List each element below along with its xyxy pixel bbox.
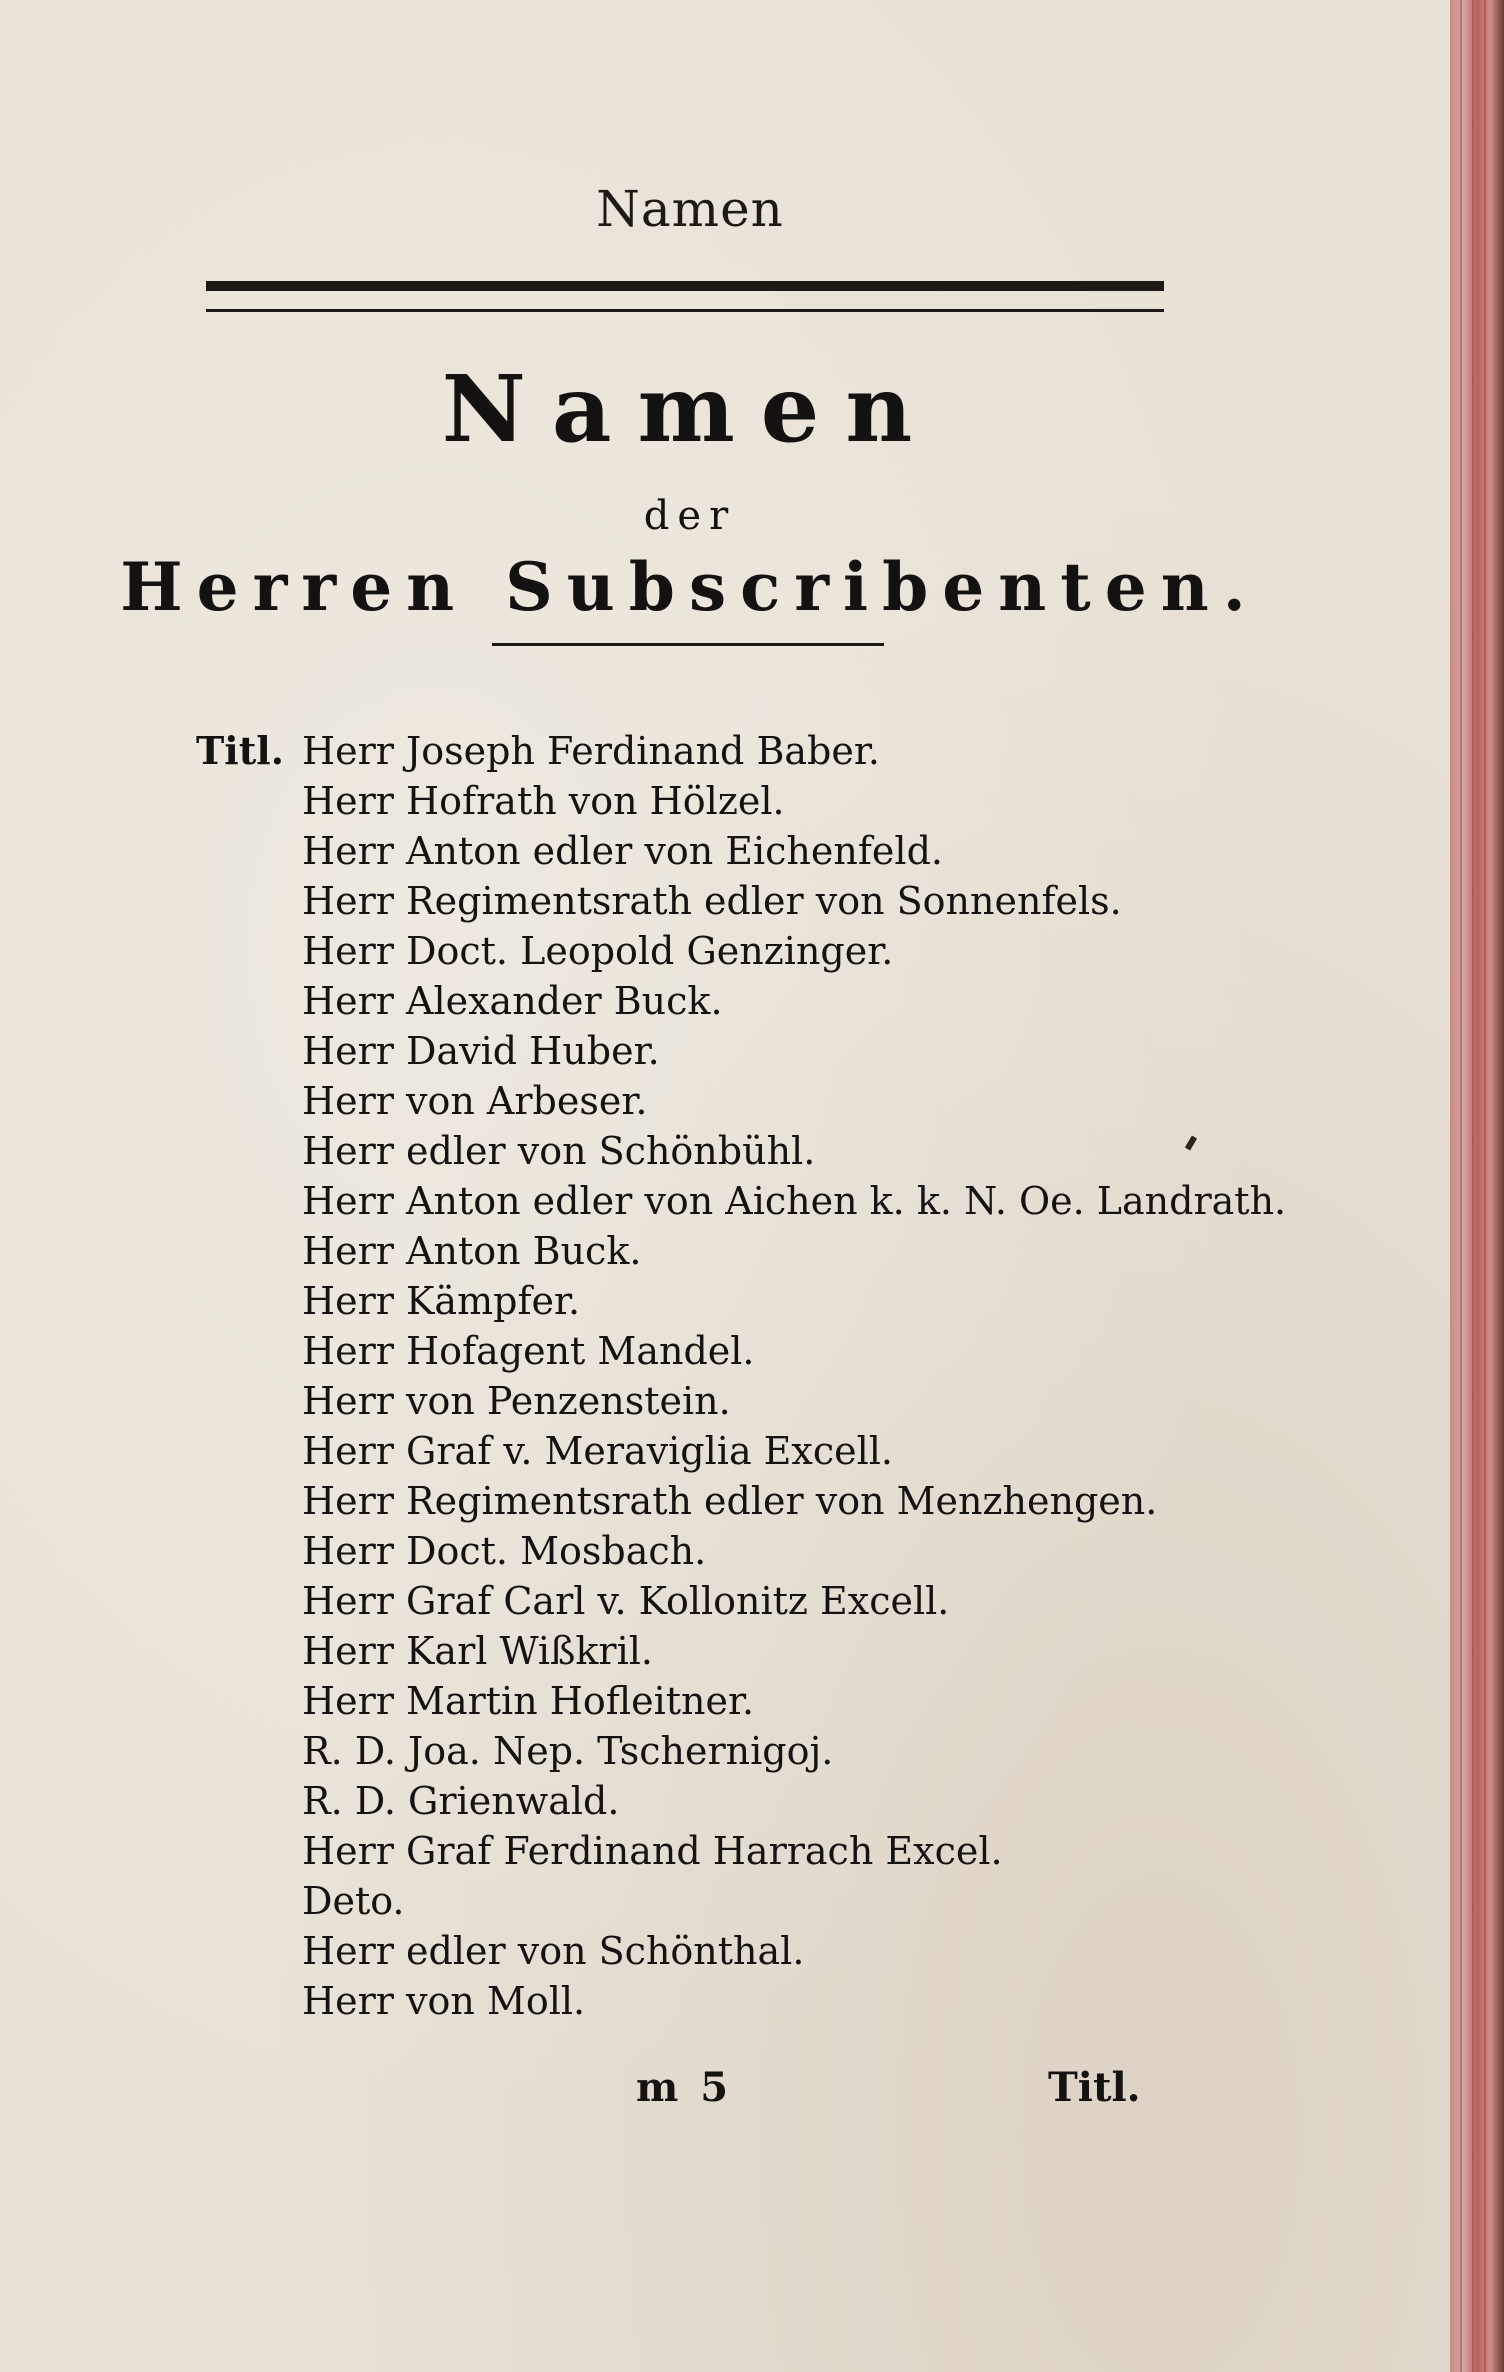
list-item: [196, 1726, 1246, 1776]
entry-label: Titl.: [196, 728, 284, 773]
list-item: [196, 776, 1246, 826]
subscriber-name: Herr Graf Ferdinand Harrach Excel.: [302, 1829, 1003, 1873]
list-item: [196, 1376, 1246, 1426]
signature-mark: m 5: [636, 2064, 733, 2111]
subscriber-name: Herr Anton Buck.: [302, 1229, 642, 1273]
list-item: [196, 1626, 1246, 1676]
list-item: [196, 926, 1246, 976]
header-rule-thin: [206, 309, 1164, 312]
list-item: [196, 1426, 1246, 1476]
list-item: [196, 1676, 1246, 1726]
subscriber-name: Herr Graf Carl v. Kollonitz Excell.: [302, 1579, 950, 1623]
subscriber-name: Herr Doct. Mosbach.: [302, 1529, 707, 1573]
edge-line: [1460, 0, 1462, 2372]
list-item: [196, 976, 1246, 1026]
list-item: [196, 1826, 1246, 1876]
subscriber-name: Herr edler von Schönbühl.: [302, 1129, 816, 1173]
subscriber-name: Deto.: [302, 1879, 405, 1923]
page-subtitle: Herren Subscribenten.: [120, 548, 1260, 626]
subscriber-name: Herr Karl Wißkril.: [302, 1629, 653, 1673]
subscriber-name: Herr Anton edler von Eichenfeld.: [302, 829, 943, 873]
list-item: [196, 1876, 1246, 1926]
list-item: [196, 1076, 1246, 1126]
subscriber-name: Herr von Arbeser.: [302, 1079, 648, 1123]
edge-line: [1472, 0, 1474, 2372]
subscriber-name: R. D. Joa. Nep. Tschernigoj.: [302, 1729, 834, 1773]
list-item: [196, 1476, 1246, 1526]
list-item: [196, 1326, 1246, 1376]
title-connector: der: [643, 493, 737, 539]
page-title: Namen: [441, 355, 939, 463]
list-item: [196, 726, 1246, 776]
list-item: [196, 1976, 1246, 2026]
subscriber-name: Herr Hofagent Mandel.: [302, 1329, 755, 1373]
list-item: [196, 826, 1246, 876]
subscriber-name: Herr David Huber.: [302, 1029, 660, 1073]
running-head: Namen: [596, 180, 784, 238]
list-item: [196, 1276, 1246, 1326]
list-item: [196, 1126, 1246, 1176]
subscriber-name: Herr Hofrath von Hölzel.: [302, 779, 785, 823]
subscriber-name: Herr von Penzenstein.: [302, 1379, 731, 1423]
list-item: [196, 1776, 1246, 1826]
list-item: [196, 1926, 1246, 1976]
list-item: [196, 1576, 1246, 1626]
subscriber-name: Herr Regimentsrath edler von Menzhengen.: [302, 1479, 1158, 1523]
subscriber-name: R. D. Grienwald.: [302, 1779, 620, 1823]
catchword: Titl.: [1048, 2064, 1141, 2111]
subscriber-list: [196, 726, 1287, 2026]
subscriber-name: Herr Doct. Leopold Genzinger.: [302, 929, 894, 973]
subscriber-name: Herr Regimentsrath edler von Sonnenfels.: [302, 879, 1122, 923]
list-item: [196, 1226, 1246, 1276]
page-edge: [1450, 0, 1504, 2372]
subscriber-name: Herr Graf v. Meraviglia Excell.: [302, 1429, 894, 1473]
edge-line: [1484, 0, 1486, 2372]
title-rule: [492, 643, 884, 646]
list-item: [196, 1026, 1246, 1076]
subscriber-name: Herr Joseph Ferdinand Baber.: [302, 729, 880, 773]
list-item: [196, 1526, 1246, 1576]
subscriber-name: Herr Martin Hofleitner.: [302, 1679, 755, 1723]
subscriber-name: Herr von Moll.: [302, 1979, 586, 2023]
header-rule-thick: [206, 281, 1164, 291]
subscriber-name: Herr edler von Schönthal.: [302, 1929, 805, 1973]
subscriber-name: Herr Kämpfer.: [302, 1279, 581, 1323]
list-item: [196, 876, 1246, 926]
list-item: [196, 1176, 1287, 1226]
subscriber-name: Herr Alexander Buck.: [302, 979, 723, 1023]
subscriber-name: Herr Anton edler von Aichen k. k. N. Oe. Landrath.: [302, 1179, 1287, 1223]
